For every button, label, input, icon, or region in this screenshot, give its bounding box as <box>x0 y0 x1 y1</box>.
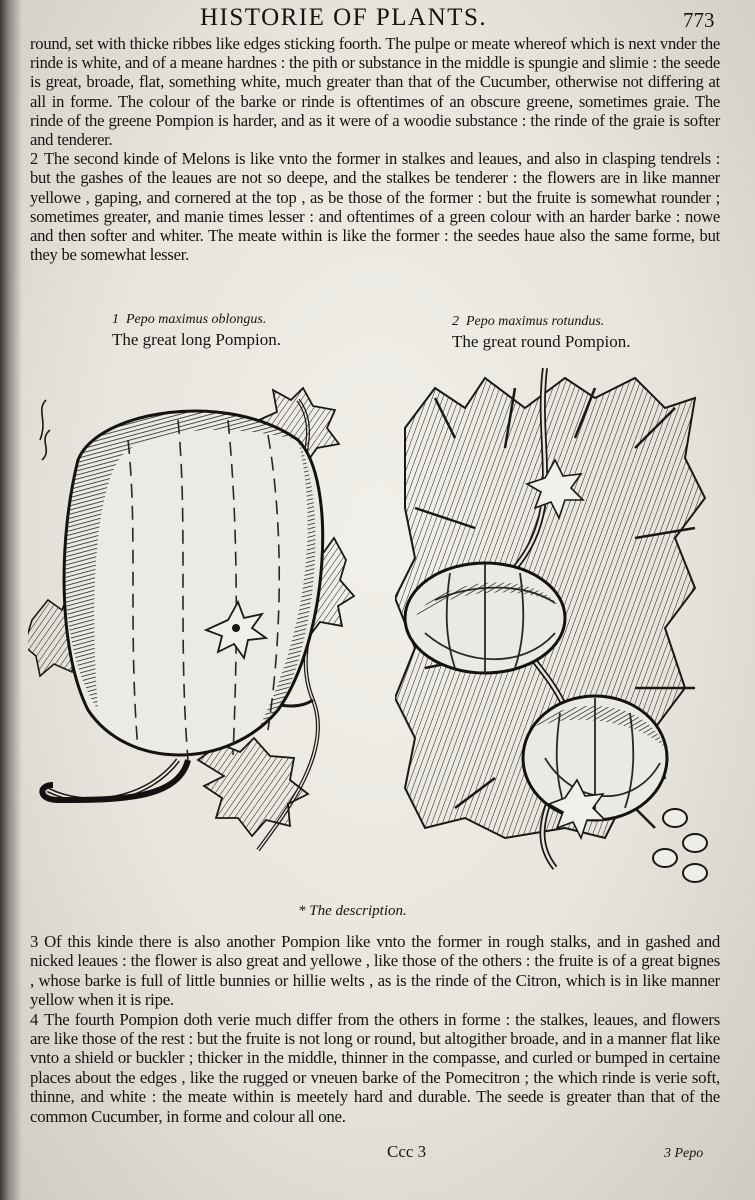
figure-number-left: 1 <box>112 312 119 327</box>
text-block-bottom <box>30 932 720 1126</box>
latin-name-right: Pepo maximus rotundus. <box>466 314 605 329</box>
signature-mark: Ccc 3 <box>387 1142 427 1161</box>
running-title: HISTORIE OF PLANTS. <box>200 4 488 31</box>
paragraph-number: 2 <box>30 149 39 169</box>
paragraph-1: round, set with thicke ribbes like edges sticking foorth. The pulpe or meate whereof which is next vnder the rinde is white, and of a meane hardnes : the pith or substance in the middle is spungie and slimie : the seede is great, broade, flat, something white, much greater than that of the Cucumber, otherwise not differing at all in forme. The colour of the barke or rinde is oftentimes of an obscure greene, sometimes graie. The rinde of the greene Pompion is harder, and as it were of a woodie substance : the rinde of the graie is softer and tenderer. <box>30 34 720 150</box>
paragraph-3 <box>30 932 720 1010</box>
figure-caption-right <box>452 312 630 352</box>
paragraph-number: 4 <box>30 1009 39 1029</box>
caption-latin-right <box>452 312 630 332</box>
paragraph-4-text: The fourth Pompion doth verie much differ from the others in forme : the stalkes, leaues, and flowers are like those of the rest : but the fruite is not long or round, but altogither broade, and in a manner flat like vnto a shield or buckler ; thicker in the middle, thinner in the compasse, and curled or bumped in certaine places about the edges , like the rugged or vneuen barke of the Pomecitron ; the which rinde is verie soft, thinne, and white : the meate within is meetely hard and durable. The seede is greater than that of the common Cucumber, in forme and colour all one. <box>30 1009 720 1126</box>
caption-latin-left <box>112 310 281 330</box>
caption-english-right: The great round Pompion. <box>452 332 631 351</box>
woodcut-long-pompion <box>28 380 358 870</box>
catchword: 3 Pepo <box>664 1146 704 1161</box>
paragraph-3-text: Of this kinde there is also another Pompion like vnto the former in rough stalks, and in gashed and nicked leaues : the flower is also great and yellowe , like those of the others : the fruite is of a great bignes , whose barke is full of little bunnies or hillie welts , as is the rinde of the Citron, which is in like manner yellow when it is ripe. <box>30 932 720 1010</box>
text-block-top <box>30 34 720 264</box>
woodcut-round-pompion <box>395 368 720 893</box>
paragraph-2-text: The second kinde of Melons is like vnto the former in stalkes and leaues, and also in clasping tendrels : but the gashes of the leaues are not so deepe, and the stalkes be tenderer : the flowers are in like manner yellowe , gaping, and cornered at the top , as be those of the former : but the fruite is somewhat rounder ; sometimes greater, and manie times lesser : and oftentimes of a green colour with an harder barke : nowe and then softer and whiter. The meate within is like the former : the seedes haue also the same forme, but they be somewhat lesser. <box>30 149 720 265</box>
running-head <box>0 2 755 34</box>
caption-english-left: The great long Pompion. <box>112 330 282 349</box>
figure-number-right: 2 <box>452 314 459 329</box>
section-heading: * The description. <box>298 903 407 919</box>
paragraph-2 <box>30 149 720 264</box>
paragraph-number: 3 <box>30 932 39 951</box>
figure-caption-left <box>112 310 281 350</box>
paragraph-4 <box>30 1010 720 1126</box>
latin-name-left: Pepo maximus oblongus. <box>126 312 267 327</box>
page-number: 773 <box>683 8 715 32</box>
binding-shadow <box>0 0 22 1200</box>
